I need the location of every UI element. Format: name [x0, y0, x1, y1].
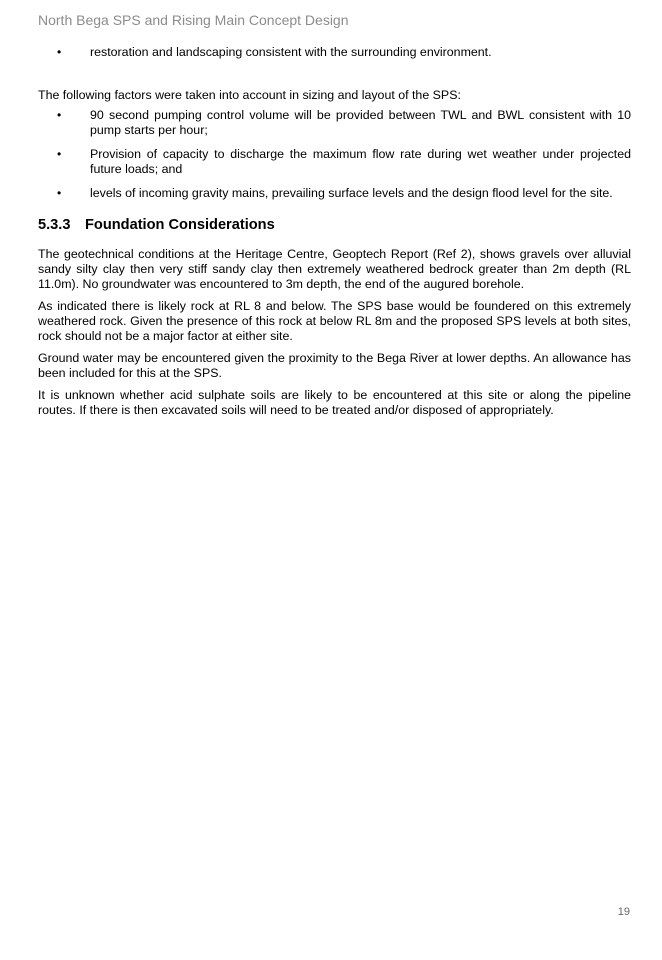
section-heading [38, 216, 631, 234]
page-number: 19 [617, 906, 630, 918]
bullet-text: 90 second pumping control volume will be provided between TWL and BWL consistent with 10 pump starts per hour; [90, 108, 631, 137]
section-number: 5.3.3 [38, 217, 71, 233]
running-header: North Bega SPS and Rising Main Concept Design [38, 12, 349, 28]
bullet-item [38, 186, 631, 201]
bullet-marker: • [57, 108, 62, 122]
bullet-marker: • [57, 45, 62, 59]
body-paragraph: It is unknown whether acid sulphate soils are likely to be encountered at this site or along the pipeline routes. If there is then excavated soils will need to be treated and/or disposed of appropriately. [38, 388, 631, 417]
bullet-item [38, 45, 631, 60]
bullet-text: Provision of capacity to discharge the maximum flow rate during wet weather under projected future loads; and [90, 147, 631, 176]
bullet-marker: • [57, 186, 62, 200]
body-paragraph: The geotechnical conditions at the Heritage Centre, Geoptech Report (Ref 2), shows gravels over alluvial sandy silty clay then very stiff sandy clay then extremely weathered bedrock greater than 2m depth (RL 11.0m). No groundwater was encountered to 3m depth, the end of the augured borehole. [38, 247, 631, 291]
section-title: Foundation Considerations [85, 217, 275, 233]
page-content [38, 45, 631, 425]
bullet-item [38, 108, 631, 138]
factors-bullet-list [38, 108, 631, 201]
factors-intro-paragraph: The following factors were taken into account in sizing and layout of the SPS: [38, 88, 461, 102]
bullet-text: restoration and landscaping consistent with the surrounding environment. [90, 45, 492, 59]
bullet-marker: • [57, 147, 62, 161]
bullet-text: levels of incoming gravity mains, prevailing surface levels and the design flood level for the site. [90, 186, 613, 200]
continued-bullet-list [38, 45, 631, 60]
bullet-item [38, 147, 631, 177]
body-paragraph: As indicated there is likely rock at RL 8 and below. The SPS base would be foundered on this extremely weathered rock. Given the presence of this rock at below RL 8m and the proposed SPS levels at both sites, rock should not be a major factor at either site. [38, 299, 631, 343]
body-paragraph: Ground water may be encountered given the proximity to the Bega River at lower depths. An allowance has been included for this at the SPS. [38, 351, 631, 380]
